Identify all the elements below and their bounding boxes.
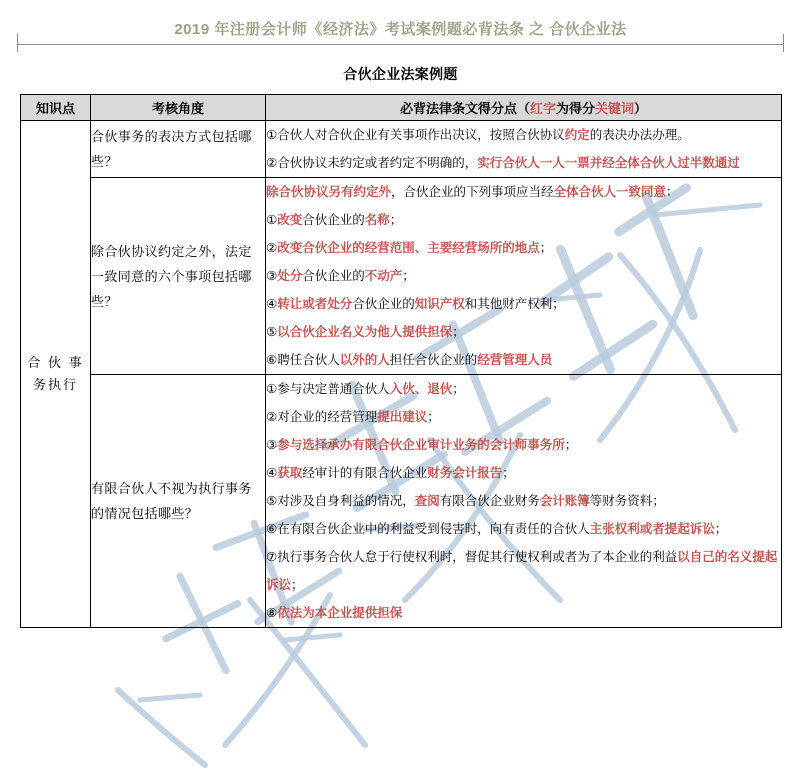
body-text: ①参与决定普通合伙人 — [266, 382, 390, 396]
score-point-line — [266, 346, 781, 374]
document-title: 合伙企业法案例题 — [343, 66, 458, 82]
law-table — [20, 94, 782, 628]
cell-knowledge-point: 合 伙 事务执行 — [21, 121, 91, 628]
table-row — [21, 375, 782, 628]
body-text: 合伙企业的 — [352, 297, 415, 311]
keyword-highlight: 查阅 — [414, 494, 440, 508]
body-text: ④ — [266, 466, 278, 480]
keyword-highlight: 以外的人 — [339, 353, 390, 367]
table-row — [21, 121, 782, 178]
score-points-label-mid: 为得分 — [555, 101, 595, 116]
body-text: 等财务资料； — [589, 494, 665, 508]
cell-exam-angle: 除合伙协议约定之外，法定一致同意的六个事项包括哪些？ — [91, 178, 266, 375]
body-text: ，合伙企业的下列事项应当经 — [391, 185, 554, 199]
score-point-line — [266, 403, 781, 431]
body-text: ； — [502, 466, 515, 480]
score-point-line — [266, 543, 781, 599]
body-text: ④ — [266, 297, 278, 311]
body-text: ； — [291, 578, 304, 592]
keyword-highlight: 不动产 — [364, 269, 403, 283]
table-container — [20, 94, 781, 628]
column-header-exam-angle: 考核角度 — [91, 95, 266, 121]
body-text: 担任合伙企业的 — [389, 353, 478, 367]
body-text: ②对企业的经营管理 — [266, 410, 378, 424]
keyword-highlight: 知识产权 — [414, 297, 465, 311]
keyword-highlight: 依法为本企业提供担保 — [277, 606, 403, 620]
keyword-highlight: 以合伙企业名义为他人提供担保 — [277, 325, 453, 339]
score-point-line — [266, 375, 781, 403]
body-text: ⑦执行事务合伙人怠于行使权利时，督促其行使权利或者为了本企业的利益 — [266, 550, 678, 564]
keyword-highlight: 实行合伙人一人一票并经全体合伙人过半数通过 — [477, 156, 740, 170]
body-text: ； — [564, 438, 578, 452]
body-text: ； — [452, 382, 465, 396]
keyword-highlight: 以自己的名义提起诉讼 — [266, 550, 778, 592]
body-text: ； — [427, 410, 440, 424]
score-point-line — [266, 459, 781, 487]
keyword-highlight: 改变合伙企业的经营范围、主要经营场所的地点 — [277, 241, 540, 255]
body-text: ③ — [266, 438, 278, 452]
score-points-label-suffix: ） — [634, 101, 648, 116]
keyword-highlight: 经营管理人员 — [477, 353, 553, 367]
cell-exam-angle: 合伙事务的表决方式包括哪些？ — [91, 121, 266, 178]
body-text: 经审计的有限合伙企业 — [302, 466, 428, 480]
body-text: ； — [452, 325, 465, 339]
keyword-highlight: 财务会计报告 — [427, 466, 503, 480]
score-point-line — [266, 178, 781, 206]
body-text: 的表决办法办理。 — [589, 128, 690, 142]
keyword-highlight: 主张权利或者提起诉讼 — [589, 522, 715, 536]
cell-score-points — [266, 178, 782, 375]
cell-exam-angle: 有限合伙人不视为执行事务的情况包括哪些？ — [91, 375, 266, 628]
cell-score-points — [266, 375, 782, 628]
score-points-label-red-zi: 红字 — [529, 101, 556, 116]
keyword-highlight: 会计账簿 — [539, 494, 590, 508]
body-text: ①合伙人对合伙企业有关事项作出决议，按照合伙协议 — [266, 128, 565, 142]
keyword-highlight: 名称 — [364, 213, 390, 227]
score-point-line — [266, 515, 781, 543]
score-point-line — [266, 149, 781, 177]
body-text: ① — [266, 213, 278, 227]
body-text: ③ — [266, 269, 278, 283]
table-header-row — [21, 95, 782, 121]
keyword-highlight: 获取 — [277, 466, 303, 480]
keyword-highlight: 除合伙协议另有约定外 — [266, 185, 392, 199]
body-text: ： — [666, 185, 679, 199]
score-point-line — [266, 121, 781, 149]
table-body — [21, 121, 782, 628]
body-text: ②合伙协议未约定或者约定不明确的， — [266, 156, 478, 170]
score-point-line — [266, 290, 781, 318]
score-points-label-keyword: 关键词 — [595, 101, 635, 116]
body-text: ⑥聘任合伙人 — [266, 353, 340, 367]
header-divider — [18, 44, 783, 45]
score-points-label-prefix: 必背法律条文得分点（ — [399, 101, 530, 116]
cell-score-points — [266, 121, 782, 178]
score-point-line — [266, 318, 781, 346]
keyword-highlight: 改变 — [277, 213, 303, 227]
score-point-line — [266, 234, 781, 262]
keyword-highlight: 转让或者处分 — [277, 297, 353, 311]
score-point-line — [266, 262, 781, 290]
keyword-highlight: 参与选择承办有限合伙企业审计业务的会计师事务所 — [277, 438, 565, 452]
body-text: ； — [402, 269, 415, 283]
page-header — [18, 0, 783, 48]
table-row — [21, 178, 782, 375]
keyword-highlight: 处分 — [277, 269, 303, 283]
body-text: 合伙企业的 — [302, 269, 365, 283]
score-point-line — [266, 599, 781, 627]
body-text: 和其他财产权利； — [464, 297, 565, 311]
keyword-highlight: 约定 — [564, 128, 590, 142]
body-text: 有限合伙企业财务 — [439, 494, 540, 508]
keyword-highlight: 入伙、退伙 — [389, 382, 453, 396]
score-point-line — [266, 487, 781, 515]
body-text: ⑥在有限合伙企业中的利益受到侵害时，向有责任的合伙人 — [266, 522, 590, 536]
keyword-highlight: 提出建议 — [377, 410, 428, 424]
body-text: ② — [266, 241, 278, 255]
body-text: ； — [389, 213, 403, 227]
body-text: ⑤ — [266, 325, 278, 339]
column-header-knowledge-point: 知识点 — [21, 95, 91, 121]
score-point-line — [266, 206, 781, 234]
body-text: ⑤对涉及自身利益的情况， — [266, 494, 415, 508]
page-header-title: 2019 年注册会计师《经济法》考试案例题必背法条 之 合伙企业法 — [174, 21, 627, 38]
column-header-score-points — [266, 95, 782, 121]
body-text: ； — [539, 241, 553, 255]
body-text: ； — [714, 522, 728, 536]
keyword-highlight: 全体合伙人一致同意 — [553, 185, 667, 199]
body-text: ⑧ — [266, 606, 278, 620]
body-text: 合伙企业的 — [302, 213, 365, 227]
score-point-line — [266, 431, 781, 459]
